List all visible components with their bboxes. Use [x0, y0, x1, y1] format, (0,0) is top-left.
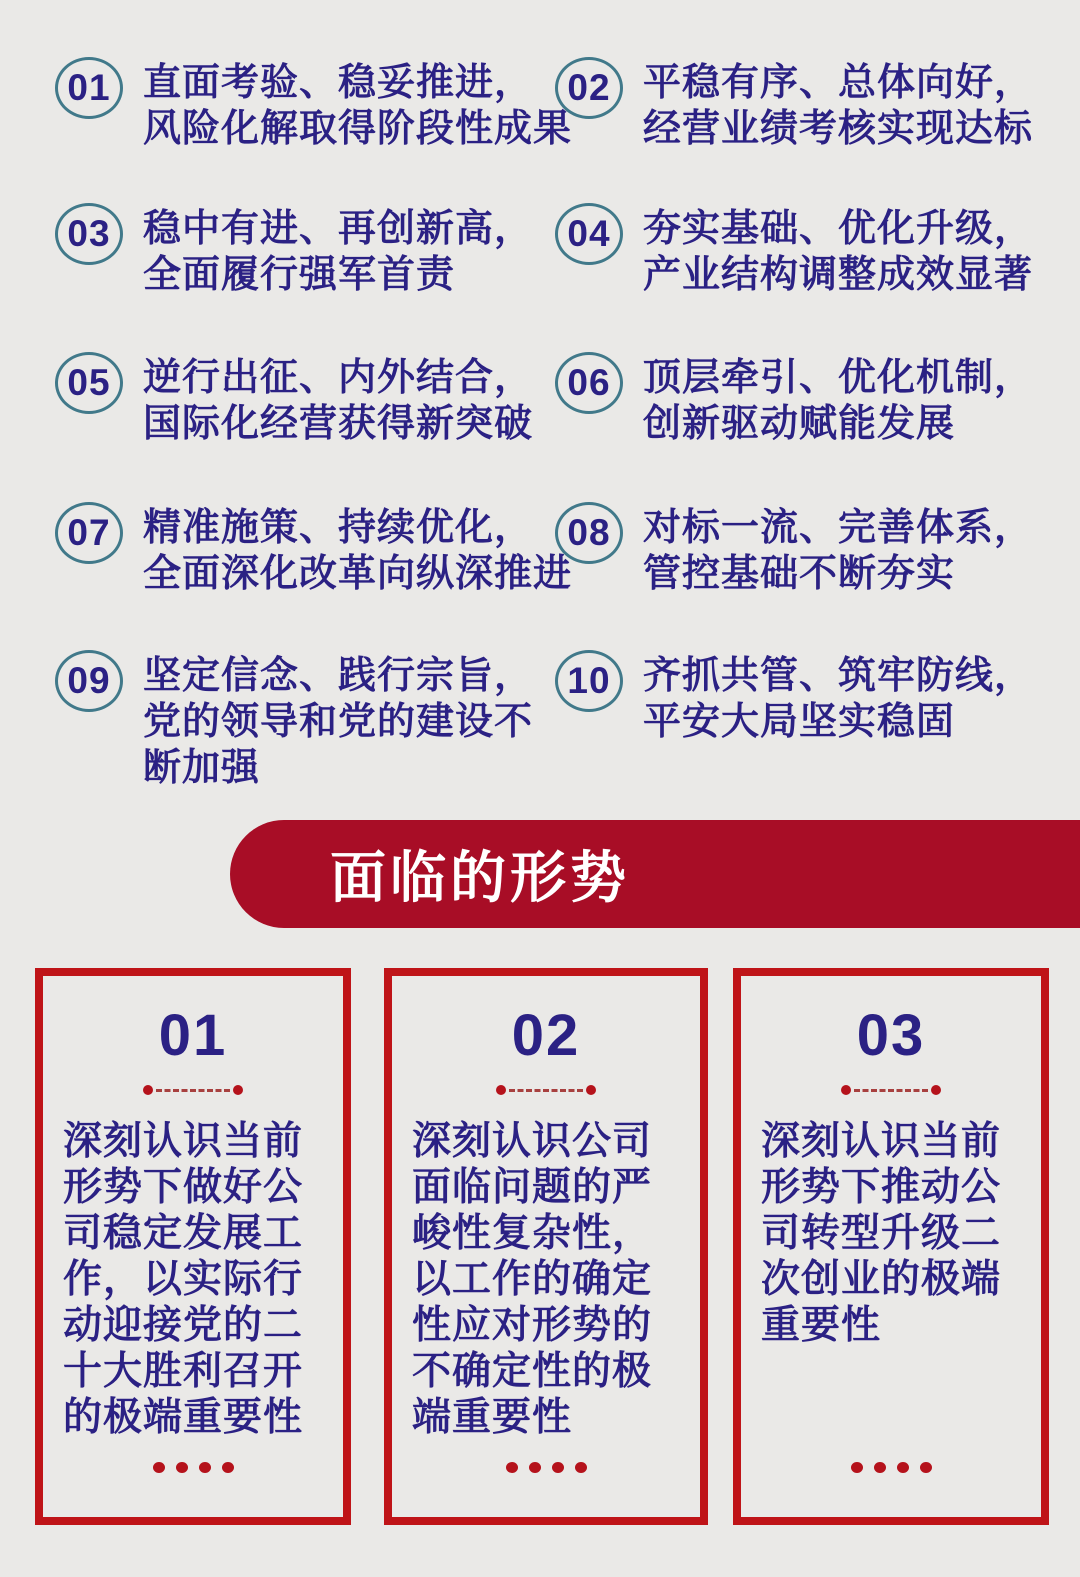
divider-dash-line	[156, 1089, 230, 1092]
item-text: 逆行出征、内外结合， 国际化经营获得新突破	[143, 357, 534, 445]
item-text: 顶层牵引、优化机制， 创新驱动赋能发展	[643, 357, 1034, 445]
item-number-badge	[55, 57, 123, 119]
divider-dot-icon	[496, 1085, 506, 1095]
item-number: 01	[67, 67, 111, 108]
four-dots-icon	[43, 1462, 343, 1473]
item-number: 09	[67, 660, 111, 701]
divider-dash-line	[509, 1089, 583, 1092]
four-dots-icon	[392, 1462, 700, 1473]
divider-dot-icon	[841, 1085, 851, 1095]
item-number-badge	[555, 352, 623, 414]
section-title: 面临的形势	[330, 846, 630, 909]
section-banner	[230, 820, 1080, 928]
card-number: 03	[856, 1003, 926, 1068]
item-number-badge	[55, 352, 123, 414]
situation-card-02	[384, 968, 708, 1525]
item-number: 08	[567, 512, 611, 553]
divider-dot-icon	[931, 1085, 941, 1095]
item-number: 06	[567, 362, 611, 403]
item-number-badge	[55, 502, 123, 564]
divider-dash-line	[854, 1089, 928, 1092]
item-number-badge	[555, 502, 623, 564]
card-text: 深刻认识当前 形势下做好公 司稳定发展工 作，以实际行 动迎接党的二 十大胜利召开 的极端重要性	[63, 1120, 304, 1439]
dotted-divider	[143, 1085, 243, 1095]
card-number: 01	[158, 1003, 228, 1068]
item-number: 03	[67, 213, 111, 254]
item-number: 05	[67, 362, 111, 403]
item-text: 直面考验、稳妥推进， 风险化解取得阶段性成果	[143, 62, 573, 150]
item-text: 坚定信念、践行宗旨， 党的领导和党的建设不 断加强	[143, 655, 534, 789]
item-text: 夯实基础、优化升级， 产业结构调整成效显著	[643, 208, 1034, 296]
dotted-divider	[841, 1085, 941, 1095]
item-number-badge	[55, 203, 123, 265]
item-text: 精准施策、持续优化， 全面深化改革向纵深推进	[143, 507, 573, 595]
divider-dot-icon	[143, 1085, 153, 1095]
situation-card-03	[733, 968, 1049, 1525]
item-number-badge	[555, 57, 623, 119]
item-number: 10	[567, 660, 611, 701]
item-number-badge	[555, 650, 623, 712]
item-text: 对标一流、完善体系， 管控基础不断夯实	[643, 507, 1034, 595]
dotted-divider	[496, 1085, 596, 1095]
card-number: 02	[511, 1003, 581, 1068]
card-text: 深刻认识公司 面临问题的严 峻性复杂性， 以工作的确定 性应对形势的 不确定性的极 端重要性	[412, 1120, 653, 1439]
situation-card-01	[35, 968, 351, 1525]
item-text: 稳中有进、再创新高， 全面履行强军首责	[143, 208, 534, 296]
item-number-badge	[555, 203, 623, 265]
item-text: 平稳有序、总体向好， 经营业绩考核实现达标	[643, 62, 1034, 150]
item-number: 02	[567, 67, 611, 108]
divider-dot-icon	[233, 1085, 243, 1095]
card-text: 深刻认识当前 形势下推动公 司转型升级二 次创业的极端 重要性	[761, 1120, 1002, 1347]
divider-dot-icon	[586, 1085, 596, 1095]
item-number: 04	[567, 213, 611, 254]
four-dots-icon	[741, 1462, 1041, 1473]
item-text: 齐抓共管、筑牢防线， 平安大局坚实稳固	[643, 655, 1034, 743]
item-number-badge	[55, 650, 123, 712]
item-number: 07	[67, 512, 111, 553]
